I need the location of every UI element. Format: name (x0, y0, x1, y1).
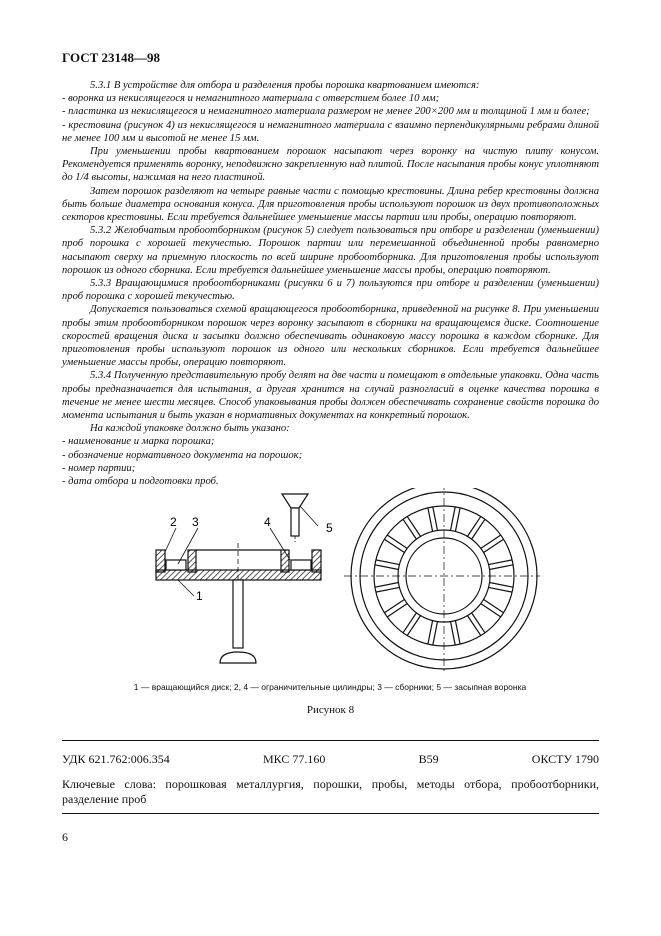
separator-rib (451, 507, 456, 531)
separator-rib (489, 587, 513, 592)
separator-rib (407, 616, 420, 636)
top-view (344, 488, 540, 674)
separator-rib (428, 508, 433, 532)
separator-rib (481, 535, 501, 548)
keywords: Ключевые слова: порошковая металлургия, порошки, пробы, методы отбора, пробоотборники, разделение проб (62, 777, 599, 806)
separator-rib (484, 539, 504, 552)
figure-8-diagram (150, 488, 540, 678)
callout-5: 5 (326, 521, 333, 535)
figure-title: Рисунок 8 (306, 704, 355, 716)
paragraph: - крестовина (рисунок 4) из некислящегося и немагнитного материала с взаимно перпендикулярными ребрами длиной не менее 100 мм и высотой не менее 15 мм. (62, 119, 599, 144)
separator-rib (467, 516, 480, 536)
mks-code: МКС 77.160 (263, 752, 326, 766)
paragraph: Затем порошок разделяют на четыре равные части с помощью крестовины. Длина ребер крестовины должна быть больше диаметра основания конуса. Для приготовления пробы используют порошок из двух противоположных секторов крестовины. Если требуется дальнейшее уменьшение массы партии или пробы, операцию повторяют. (62, 185, 599, 224)
separator-rib (376, 587, 400, 592)
separator-rib (490, 583, 514, 588)
separator-rib (384, 539, 404, 552)
figure-caption: 1 — вращающийся диск; 2, 4 — ограничительные цилиндры; 3 — сборники; 5 — засыпная воронка (133, 682, 527, 692)
separator-rib (481, 604, 501, 617)
paragraph: На каждой упаковке должно быть указано: (90, 423, 290, 435)
separator-rib (384, 599, 404, 612)
divider-top (62, 740, 599, 741)
foot (220, 652, 256, 663)
limiting-cylinder-inner-left (188, 550, 196, 572)
document-header: ГОСТ 23148—98 (62, 50, 161, 65)
separator-rib (403, 613, 416, 633)
separator-rib (375, 565, 399, 570)
paragraph: - пластинка из некислящегося и немагнитного материала размером не менее 200×200 мм и толщиной 1 мм и более; (62, 106, 590, 118)
separator-rib (428, 621, 433, 645)
separator-rib (433, 507, 438, 531)
callout-3: 3 (192, 515, 199, 529)
paragraph: При уменьшении пробы квартованием порошок насыпают через воронку на чистую плиту конусом. Рекомендуется применять воронку, неподвижно закрепленную над плитой. После насыпания пробы конус уплотняют до 1/4 высоты, нажимая на него пластиной. (62, 146, 599, 184)
separator-rib (376, 560, 400, 565)
divider-bottom (62, 813, 599, 814)
paragraph: - воронка из некислящегося и немагнитного материала с отверстием более 10 мм; (62, 93, 440, 105)
separator-rib (451, 622, 456, 646)
separator-rib (403, 519, 416, 539)
limiting-cylinder-outer-left (156, 550, 165, 572)
paragraph: 5.3.2 Желобчатым пробоотборником (рисунок 5) следует пользоваться при отборе и разделении (уменьшении) проб порошка с хорошей текучестью. Порошок партии или перемешанной объединенной пробы равномерно насыпают сверху на приемную плоскость по всей ширине пробоотборника. Для приготовления пробы используют порошок из одного сборника. Если требуется дальнейшее уменьшение массы пробы, операцию повторяют. (62, 225, 599, 276)
separator-rib (490, 565, 514, 570)
callout-1: 1 (196, 589, 203, 603)
separator-rib (472, 613, 485, 633)
paragraph: - обозначение нормативного документа на порошок; (62, 449, 303, 461)
collector-left (166, 560, 186, 570)
funnel (282, 494, 308, 508)
paragraph: - наименование и марка порошка; (62, 436, 215, 448)
callout-4: 4 (264, 515, 271, 529)
page-number: 6 (62, 830, 68, 844)
collector-right (291, 560, 311, 570)
side-view (156, 494, 321, 663)
separator-rib (455, 508, 460, 532)
paragraph: 5.3.1 В устройстве для отбора и разделения пробы порошка квартованием имеются: (90, 80, 480, 91)
paragraph: 5.3.3 Вращающимися пробоотборниками (рисунки 6 и 7) пользуются при отборе и разделении (уменьшении) проб порошка с хорошей текучестью. (62, 278, 599, 303)
body-text (62, 79, 599, 488)
separator-rib (387, 535, 407, 548)
classification-row (62, 752, 599, 767)
rotating-disk (156, 570, 321, 580)
callout-2: 2 (170, 515, 177, 529)
separator-rib (375, 583, 399, 588)
paragraph: Допускается пользоваться схемой вращающегося пробоотборника, приведенной на рисунке 8. При уменьшении пробы этим пробоотборником порошок через воронку засыпают в сборники на вращающемся диске. Соотношение скоростей вращения диска и засыпки должно обеспечивать одинаковую массу порошка в каждом сборнике. Для приготовления пробы используют порошок из одного или нескольких сборников. Если требуется дальнейшее уменьшение массы пробы, операцию повторяют. (62, 304, 599, 369)
separator-rib (467, 616, 480, 636)
shaft (233, 580, 243, 648)
separator-rib (484, 599, 504, 612)
paragraph: 5.3.4 Полученную представительную пробу делят на две части и помещают в отдельные упаковки. Одна часть пробы предназначается для испытания, а другая хранится на случай разногласий в оценке качества порошка в течение не менее шести месяцев. Способ упаковывания пробы должен обеспечивать сохранение свойств порошка до момента испытания и быть указан в нормативных документах на конкретный порошок. (62, 370, 599, 422)
udk-code: УДК 621.762:006.354 (62, 752, 170, 766)
separator-rib (407, 516, 420, 536)
paragraph: - дата отбора и подготовки проб. (62, 476, 219, 488)
paragraph: - номер партии; (62, 462, 136, 474)
separator-rib (433, 622, 438, 646)
separator-rib (489, 560, 513, 565)
category-code: В59 (418, 752, 439, 766)
okstu-code: ОКСТУ 1790 (531, 752, 599, 766)
separator-rib (387, 604, 407, 617)
limiting-cylinder-outer-right (312, 550, 321, 572)
separator-rib (472, 519, 485, 539)
separator-rib (455, 621, 460, 645)
limiting-cylinder-inner-right (281, 550, 289, 572)
